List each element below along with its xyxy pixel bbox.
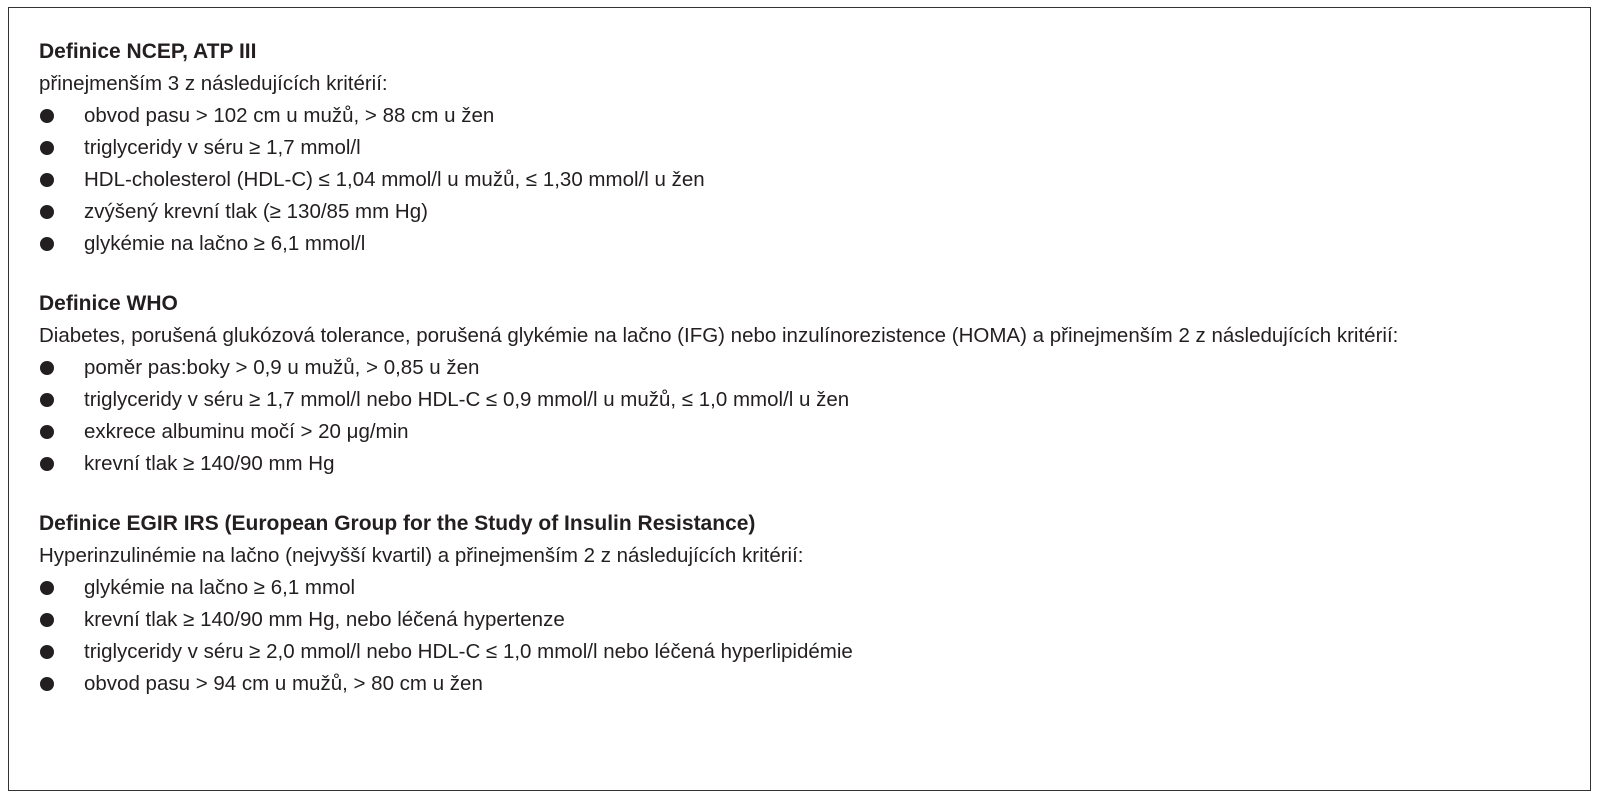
section-intro: přinejmenším 3 z následujících kritérií: (39, 72, 388, 95)
section-heading: Definice NCEP, ATP III (39, 40, 257, 63)
section-intro: Diabetes, porušená glukózová tolerance, porušená glykémie na lačno (IFG) nebo inzulínorezistence (HOMA) a přinejmenším 2 z následujících kritérií: (39, 324, 1399, 347)
list-item (39, 164, 1570, 196)
section-egir-irs (39, 508, 1570, 700)
bullet-icon (40, 425, 54, 439)
criterion-text: triglyceridy v séru ≥ 2,0 mmol/l nebo HDL-C ≤ 1,0 mmol/l nebo léčená hyperlipidémie (84, 640, 853, 663)
section-ncep-atp-iii (39, 36, 1570, 260)
bullet-icon (40, 237, 54, 251)
list-item (39, 416, 1570, 448)
bullet-icon (40, 677, 54, 691)
list-item (39, 384, 1570, 416)
definitions-box (8, 7, 1591, 791)
criterion-text: obvod pasu > 102 cm u mužů, > 88 cm u žen (84, 104, 495, 127)
section-intro: Hyperinzulinémie na lačno (nejvyšší kvartil) a přinejmenším 2 z následujících kritérií: (39, 544, 804, 567)
criterion-text: zvýšený krevní tlak (≥ 130/85 mm Hg) (84, 200, 428, 223)
list-item (39, 228, 1570, 260)
criterion-text: exkrece albuminu močí > 20 μg/min (84, 420, 409, 443)
bullet-icon (40, 361, 54, 375)
criterion-text: krevní tlak ≥ 140/90 mm Hg, nebo léčená hypertenze (84, 608, 565, 631)
section-heading: Definice EGIR IRS (European Group for the Study of Insulin Resistance) (39, 512, 756, 535)
list-item (39, 100, 1570, 132)
bullet-icon (40, 205, 54, 219)
list-item (39, 572, 1570, 604)
criterion-text: HDL-cholesterol (HDL-C) ≤ 1,04 mmol/l u mužů, ≤ 1,30 mmol/l u žen (84, 168, 705, 191)
bullet-icon (40, 109, 54, 123)
criterion-text: glykémie na lačno ≥ 6,1 mmol (84, 576, 356, 599)
criterion-text: glykémie na lačno ≥ 6,1 mmol/l (84, 232, 366, 255)
criterion-text: triglyceridy v séru ≥ 1,7 mmol/l (84, 136, 361, 159)
definitions-content (39, 36, 1570, 700)
list-item (39, 604, 1570, 636)
bullet-icon (40, 393, 54, 407)
bullet-icon (40, 645, 54, 659)
criterion-text: obvod pasu > 94 cm u mužů, > 80 cm u žen (84, 672, 483, 695)
list-item (39, 636, 1570, 668)
bullet-icon (40, 141, 54, 155)
criterion-text: krevní tlak ≥ 140/90 mm Hg (84, 452, 335, 475)
section-heading: Definice WHO (39, 292, 178, 315)
criterion-text: triglyceridy v séru ≥ 1,7 mmol/l nebo HDL-C ≤ 0,9 mmol/l u mužů, ≤ 1,0 mmol/l u žen (84, 388, 850, 411)
criterion-text: poměr pas:boky > 0,9 u mužů, > 0,85 u žen (84, 356, 480, 379)
section-who (39, 288, 1570, 480)
list-item (39, 668, 1570, 700)
list-item (39, 352, 1570, 384)
bullet-icon (40, 173, 54, 187)
bullet-icon (40, 457, 54, 471)
criteria-list (39, 352, 1570, 480)
criteria-list (39, 100, 1570, 260)
list-item (39, 448, 1570, 480)
criteria-list (39, 572, 1570, 700)
bullet-icon (40, 581, 54, 595)
bullet-icon (40, 613, 54, 627)
list-item (39, 196, 1570, 228)
list-item (39, 132, 1570, 164)
